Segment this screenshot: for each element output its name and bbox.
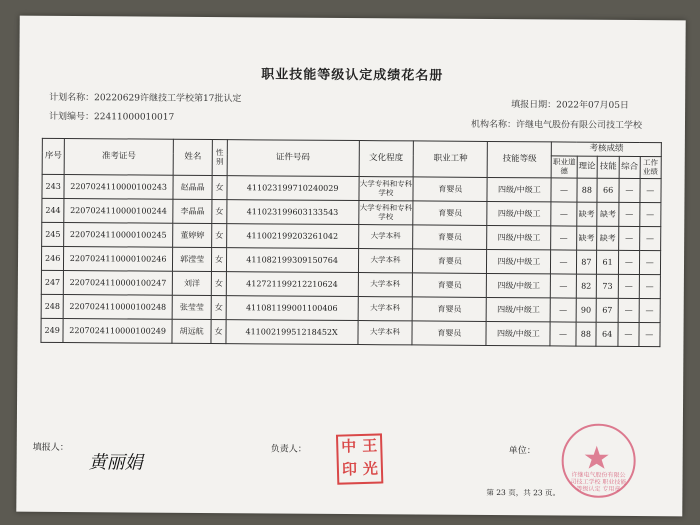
cell-moral: — [550, 298, 576, 322]
cell-moral: — [551, 202, 577, 226]
cell-gender: 女 [212, 272, 226, 296]
cell-skill: 64 [596, 322, 618, 346]
cell-seq: 244 [42, 198, 64, 222]
cell-id: 411082199309150764 [226, 248, 358, 273]
cell-cert: 2207024110000100249 [63, 318, 172, 343]
cell-name: 董婷婷 [173, 223, 213, 247]
cell-cert: 2207024110000100243 [64, 174, 173, 199]
cell-moral: — [550, 322, 576, 346]
org-seal [561, 423, 636, 498]
header-gender: 性别 [213, 140, 227, 176]
cell-overall: — [618, 322, 638, 346]
cell-theory: 缺考 [576, 202, 596, 226]
cell-seq: 246 [41, 246, 63, 270]
cell-cert: 2207024110000100247 [64, 270, 173, 295]
cell-work: — [639, 203, 661, 227]
cell-level: 四级/中级工 [487, 177, 551, 201]
header-skill: 技能 [597, 156, 619, 178]
cell-job: 育婴员 [412, 297, 486, 322]
cell-edu: 大学本科 [358, 249, 413, 273]
cell-edu: 大学本科 [358, 225, 413, 249]
table-row [41, 318, 660, 346]
cell-edu: 大学专科和专科学校 [358, 201, 413, 225]
cell-job: 育婴员 [413, 225, 487, 250]
page-title: 职业技能等级认定成绩花名册 [261, 67, 444, 84]
cell-theory: 缺考 [576, 226, 596, 250]
cell-id: 412721199212210624 [226, 272, 358, 297]
cell-cert: 2207024110000100246 [64, 246, 173, 271]
cell-skill: 67 [596, 298, 618, 322]
header-work: 工作业绩 [640, 157, 662, 179]
seal-char: 中 [341, 437, 357, 456]
cell-id: 411081199001100406 [226, 296, 358, 321]
cell-cert: 2207024110000100248 [63, 294, 172, 319]
page-number: 第 23 页，共 23 页。 [486, 487, 561, 498]
cell-gender: 女 [212, 248, 226, 272]
cell-overall: — [619, 178, 639, 202]
cell-level: 四级/中级工 [487, 201, 551, 225]
header-edu: 文化程度 [359, 141, 414, 177]
cell-seq: 247 [41, 270, 63, 294]
cell-job: 育婴员 [413, 273, 487, 298]
cell-work: — [639, 227, 661, 251]
cell-gender: 女 [211, 320, 225, 344]
cell-theory: 88 [576, 322, 596, 346]
cell-gender: 女 [212, 200, 226, 224]
cell-work: — [639, 179, 661, 203]
cell-overall: — [619, 226, 639, 250]
header-job: 职业工种 [413, 141, 487, 178]
plan-number: 计划编号：22411000010017 [48, 111, 175, 123]
header-moral: 职业道德 [551, 156, 577, 178]
cell-job: 育婴员 [412, 321, 486, 346]
cell-work: — [639, 251, 661, 275]
cell-edu: 大学本科 [358, 297, 413, 321]
header-seq: 序号 [42, 138, 65, 174]
cell-id: 411002199203261042 [226, 224, 358, 249]
cell-skill: 缺考 [597, 226, 619, 250]
leader-label: 负责人： [270, 444, 307, 455]
personal-seal [336, 433, 383, 484]
unit-label: 单位： [508, 446, 536, 457]
cell-overall: — [619, 250, 639, 274]
cell-cert: 2207024110000100244 [64, 198, 173, 223]
cell-level: 四级/中级工 [487, 249, 551, 273]
cell-overall: — [619, 202, 639, 226]
cell-theory: 82 [576, 274, 596, 298]
filler-signature: 黄丽娟 [88, 452, 143, 474]
cell-theory: 90 [576, 298, 596, 322]
cell-theory: 87 [576, 250, 596, 274]
header-scores: 考核成绩 [552, 142, 662, 157]
cell-moral: — [551, 250, 577, 274]
cell-work: — [638, 323, 660, 347]
cell-seq: 245 [42, 222, 64, 246]
cell-skill: 73 [596, 274, 618, 298]
cell-level: 四级/中级工 [486, 321, 550, 345]
cell-level: 四级/中级工 [487, 273, 551, 297]
cell-name: 刘洋 [172, 271, 212, 295]
cell-work: — [639, 275, 661, 299]
header-level: 技能等级 [488, 141, 552, 177]
cell-level: 四级/中级工 [487, 225, 551, 249]
cell-job: 育婴员 [413, 201, 487, 226]
cell-gender: 女 [212, 224, 226, 248]
cell-skill: 缺考 [597, 202, 619, 226]
cell-level: 四级/中级工 [487, 297, 551, 321]
cell-moral: — [551, 274, 577, 298]
cell-skill: 61 [596, 250, 618, 274]
cell-moral: — [551, 226, 577, 250]
cell-edu: 大学专科和专科学校 [359, 177, 414, 201]
cell-id: 41100219951218452X [226, 320, 358, 345]
cell-edu: 大学本科 [358, 273, 413, 297]
seal-char: 光 [362, 459, 379, 478]
header-cert: 准考证号 [64, 138, 173, 175]
seal-text: 许继电气股份有限公司技工学校 职业技能等级认定 专用章 [570, 471, 627, 493]
cell-name: 张莹莹 [172, 295, 212, 319]
cell-id: 411023199603133543 [226, 200, 358, 225]
header-name: 姓名 [173, 139, 213, 175]
cell-seq: 249 [41, 318, 63, 342]
cell-job: 育婴员 [413, 177, 487, 202]
cell-moral: — [551, 178, 577, 202]
cell-name: 胡远航 [172, 319, 212, 343]
header-theory: 理论 [577, 156, 597, 178]
seal-char: 王 [362, 436, 378, 455]
document-sheet [16, 16, 685, 517]
org-name: 机构名称：许继电气股份有限公司技工学校 [470, 119, 643, 132]
cell-name: 李晶晶 [173, 199, 213, 223]
header-overall: 综合 [619, 156, 639, 178]
cell-skill: 66 [597, 178, 619, 202]
header-id: 证件号码 [227, 140, 359, 177]
cell-work: — [639, 299, 661, 323]
cell-gender: 女 [212, 176, 226, 200]
cell-seq: 248 [41, 294, 63, 318]
filler-label: 填报人： [32, 442, 69, 454]
cell-name: 赵晶晶 [173, 175, 213, 199]
cell-cert: 2207024110000100245 [64, 222, 173, 247]
fill-date: 填报日期：2022年07月05日 [511, 100, 629, 111]
cell-edu: 大学本科 [357, 321, 412, 345]
cell-name: 郭滢莹 [172, 247, 212, 271]
cell-seq: 243 [42, 174, 64, 198]
cell-job: 育婴员 [413, 249, 487, 274]
cell-theory: 88 [577, 178, 597, 202]
cell-id: 411023199710240029 [227, 176, 359, 201]
cell-overall: — [618, 298, 638, 322]
plan-name: 计划名称：20220629许继技工学校第17批认定 [49, 92, 242, 105]
score-table [40, 138, 661, 347]
cell-gender: 女 [212, 296, 226, 320]
cell-overall: — [619, 274, 639, 298]
seal-char: 印 [341, 460, 358, 479]
